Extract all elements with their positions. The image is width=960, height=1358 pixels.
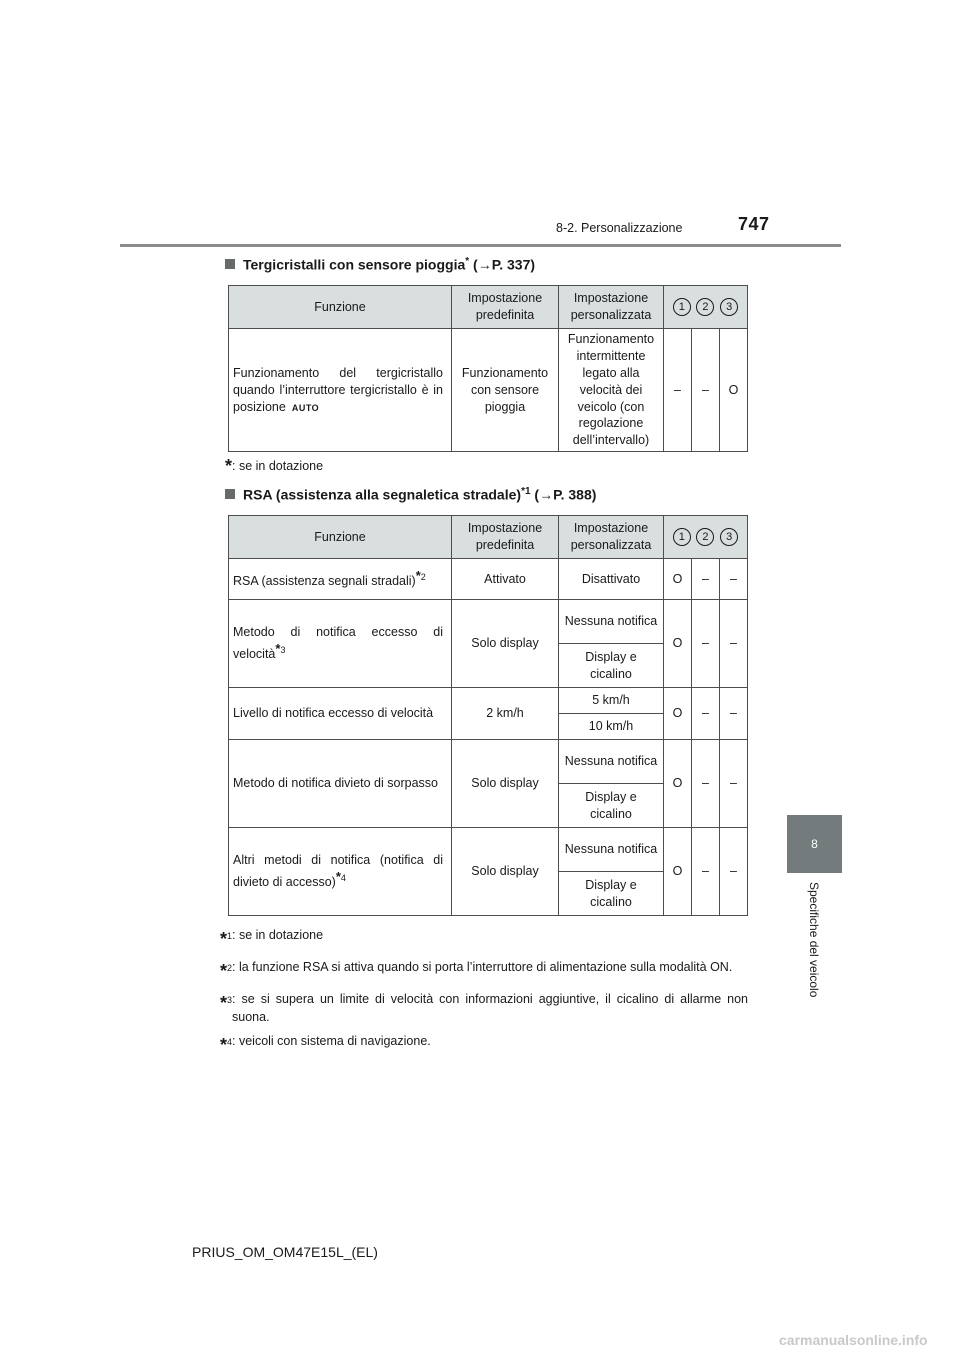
col-header-function: Funzione	[229, 516, 452, 559]
table-row	[229, 329, 748, 452]
circle-1-cell: O	[664, 559, 692, 600]
custom-cell: Nessuna notifica	[559, 600, 664, 644]
custom-cell: Display e cicalino	[559, 644, 664, 688]
circle-2-cell: –	[692, 329, 720, 452]
circle-2-cell: –	[692, 828, 720, 916]
col-header-custom: Impostazione personalizzata	[559, 516, 664, 559]
table-row	[229, 828, 748, 872]
col-header-default: Impostazione predefinita	[452, 286, 559, 329]
footnotes-rsa	[220, 926, 748, 1065]
circle-1-cell: O	[664, 688, 692, 740]
wiper-settings-table	[228, 285, 748, 452]
page-reference: (→P. 388)	[534, 486, 597, 503]
square-bullet-icon	[225, 259, 235, 269]
section-label: 8-2. Personalizzazione	[556, 221, 683, 235]
footnote-item: *$^2$ : la funzione RSA si attiva quando si porta l’interruttore di alimentazione sulla modalità ON.	[220, 960, 733, 982]
custom-cell: Funzionamento intermittente legato alla velocità dei veicolo (con regolazione dell’intervallo)	[559, 329, 664, 452]
default-cell: 2 km/h	[452, 688, 559, 740]
circled-1-icon: 1	[673, 528, 691, 546]
watermark[interactable]: carmanualsonline.info	[779, 1332, 928, 1348]
circled-2-icon: 2	[696, 298, 714, 316]
circle-1-cell: O	[664, 740, 692, 828]
footnote-item: *$^1$ : se in dotazione	[220, 928, 324, 949]
circle-2-cell: –	[692, 559, 720, 600]
function-cell: Altri metodi di notifica (notifica di divieto di accesso)$^{*4}$	[229, 828, 452, 916]
heading-mark: *	[465, 256, 470, 267]
custom-cell: Display e cicalino	[559, 872, 664, 916]
circled-3-icon: 3	[720, 528, 738, 546]
function-cell: Funzionamento del tergicristallo quando l’interruttore tergicristallo è in posizione AUTO	[229, 329, 452, 452]
circle-3-cell: –	[720, 828, 748, 916]
page-number: 747	[738, 214, 770, 234]
custom-cell: 5 km/h	[559, 688, 664, 714]
circle-2-cell: –	[692, 600, 720, 688]
auto-wiper-icon: AUTO	[291, 402, 320, 413]
col-header-function: Funzione	[229, 286, 452, 329]
default-cell: Solo display	[452, 828, 559, 916]
default-cell: Funzionamento con sensore pioggia	[452, 329, 559, 452]
square-bullet-icon	[225, 489, 235, 499]
table-header-row	[229, 286, 748, 329]
circle-2-cell: –	[692, 740, 720, 828]
footnote-wipers: *: se in dotazione	[225, 456, 324, 476]
footnote-item: *$^3$ : se si supera un limite di velocità con informazioni aggiuntive, il cicalino di allarme non suona.	[220, 992, 748, 1025]
footnote-item: *$^4$ : veicoli con sistema di navigazione.	[220, 1034, 431, 1056]
page-reference: (→P. 337)	[473, 256, 536, 273]
rsa-settings-table	[228, 515, 748, 916]
function-cell: RSA (assistenza segnali stradali)$^{*2}$	[229, 559, 452, 600]
heading-mark: *1	[521, 486, 531, 497]
default-cell: Solo display	[452, 740, 559, 828]
default-cell: Attivato	[452, 559, 559, 600]
custom-cell: Nessuna notifica	[559, 828, 664, 872]
circled-1-icon: 1	[673, 298, 691, 316]
custom-cell: Nessuna notifica	[559, 740, 664, 784]
custom-cell: Display e cicalino	[559, 784, 664, 828]
circle-1-cell: –	[664, 329, 692, 452]
custom-cell: 10 km/h	[559, 714, 664, 740]
function-cell: Metodo di notifica eccesso di velocità$^{*3}$	[229, 600, 452, 688]
chapter-tab[interactable]	[787, 815, 842, 873]
circle-3-cell: –	[720, 740, 748, 828]
col-header-default: Impostazione predefinita	[452, 516, 559, 559]
default-cell: Solo display	[452, 600, 559, 688]
header-rule	[120, 244, 841, 247]
circle-2-cell: –	[692, 688, 720, 740]
circle-1-cell: O	[664, 600, 692, 688]
document-code: PRIUS_OM_OM47E15L_(EL)	[192, 1244, 378, 1260]
col-header-circles	[664, 516, 748, 559]
table-row	[229, 688, 748, 714]
table-header-row	[229, 516, 748, 559]
chapter-label: Specifiche del veicolo	[807, 882, 821, 998]
circled-2-icon: 2	[696, 528, 714, 546]
table-row	[229, 740, 748, 784]
section-heading-wipers: Tergicristalli con sensore pioggia* (→P. 337)	[225, 256, 535, 273]
table-row	[229, 559, 748, 600]
circle-1-cell: O	[664, 828, 692, 916]
circle-3-cell: –	[720, 559, 748, 600]
table-row	[229, 600, 748, 644]
custom-cell: Disattivato	[559, 559, 664, 600]
section-heading-rsa: RSA (assistenza alla segnaletica stradale)$^{*1}$ (→P. 388)	[225, 486, 596, 503]
function-cell: Metodo di notifica divieto di sorpasso	[229, 740, 452, 828]
circle-3-cell: O	[720, 329, 748, 452]
circle-3-cell: –	[720, 688, 748, 740]
circle-3-cell: –	[720, 600, 748, 688]
col-header-circles	[664, 286, 748, 329]
circled-3-icon: 3	[720, 298, 738, 316]
function-cell: Livello di notifica eccesso di velocità	[229, 688, 452, 740]
col-header-custom: Impostazione personalizzata	[559, 286, 664, 329]
chapter-number: 8	[811, 837, 818, 851]
